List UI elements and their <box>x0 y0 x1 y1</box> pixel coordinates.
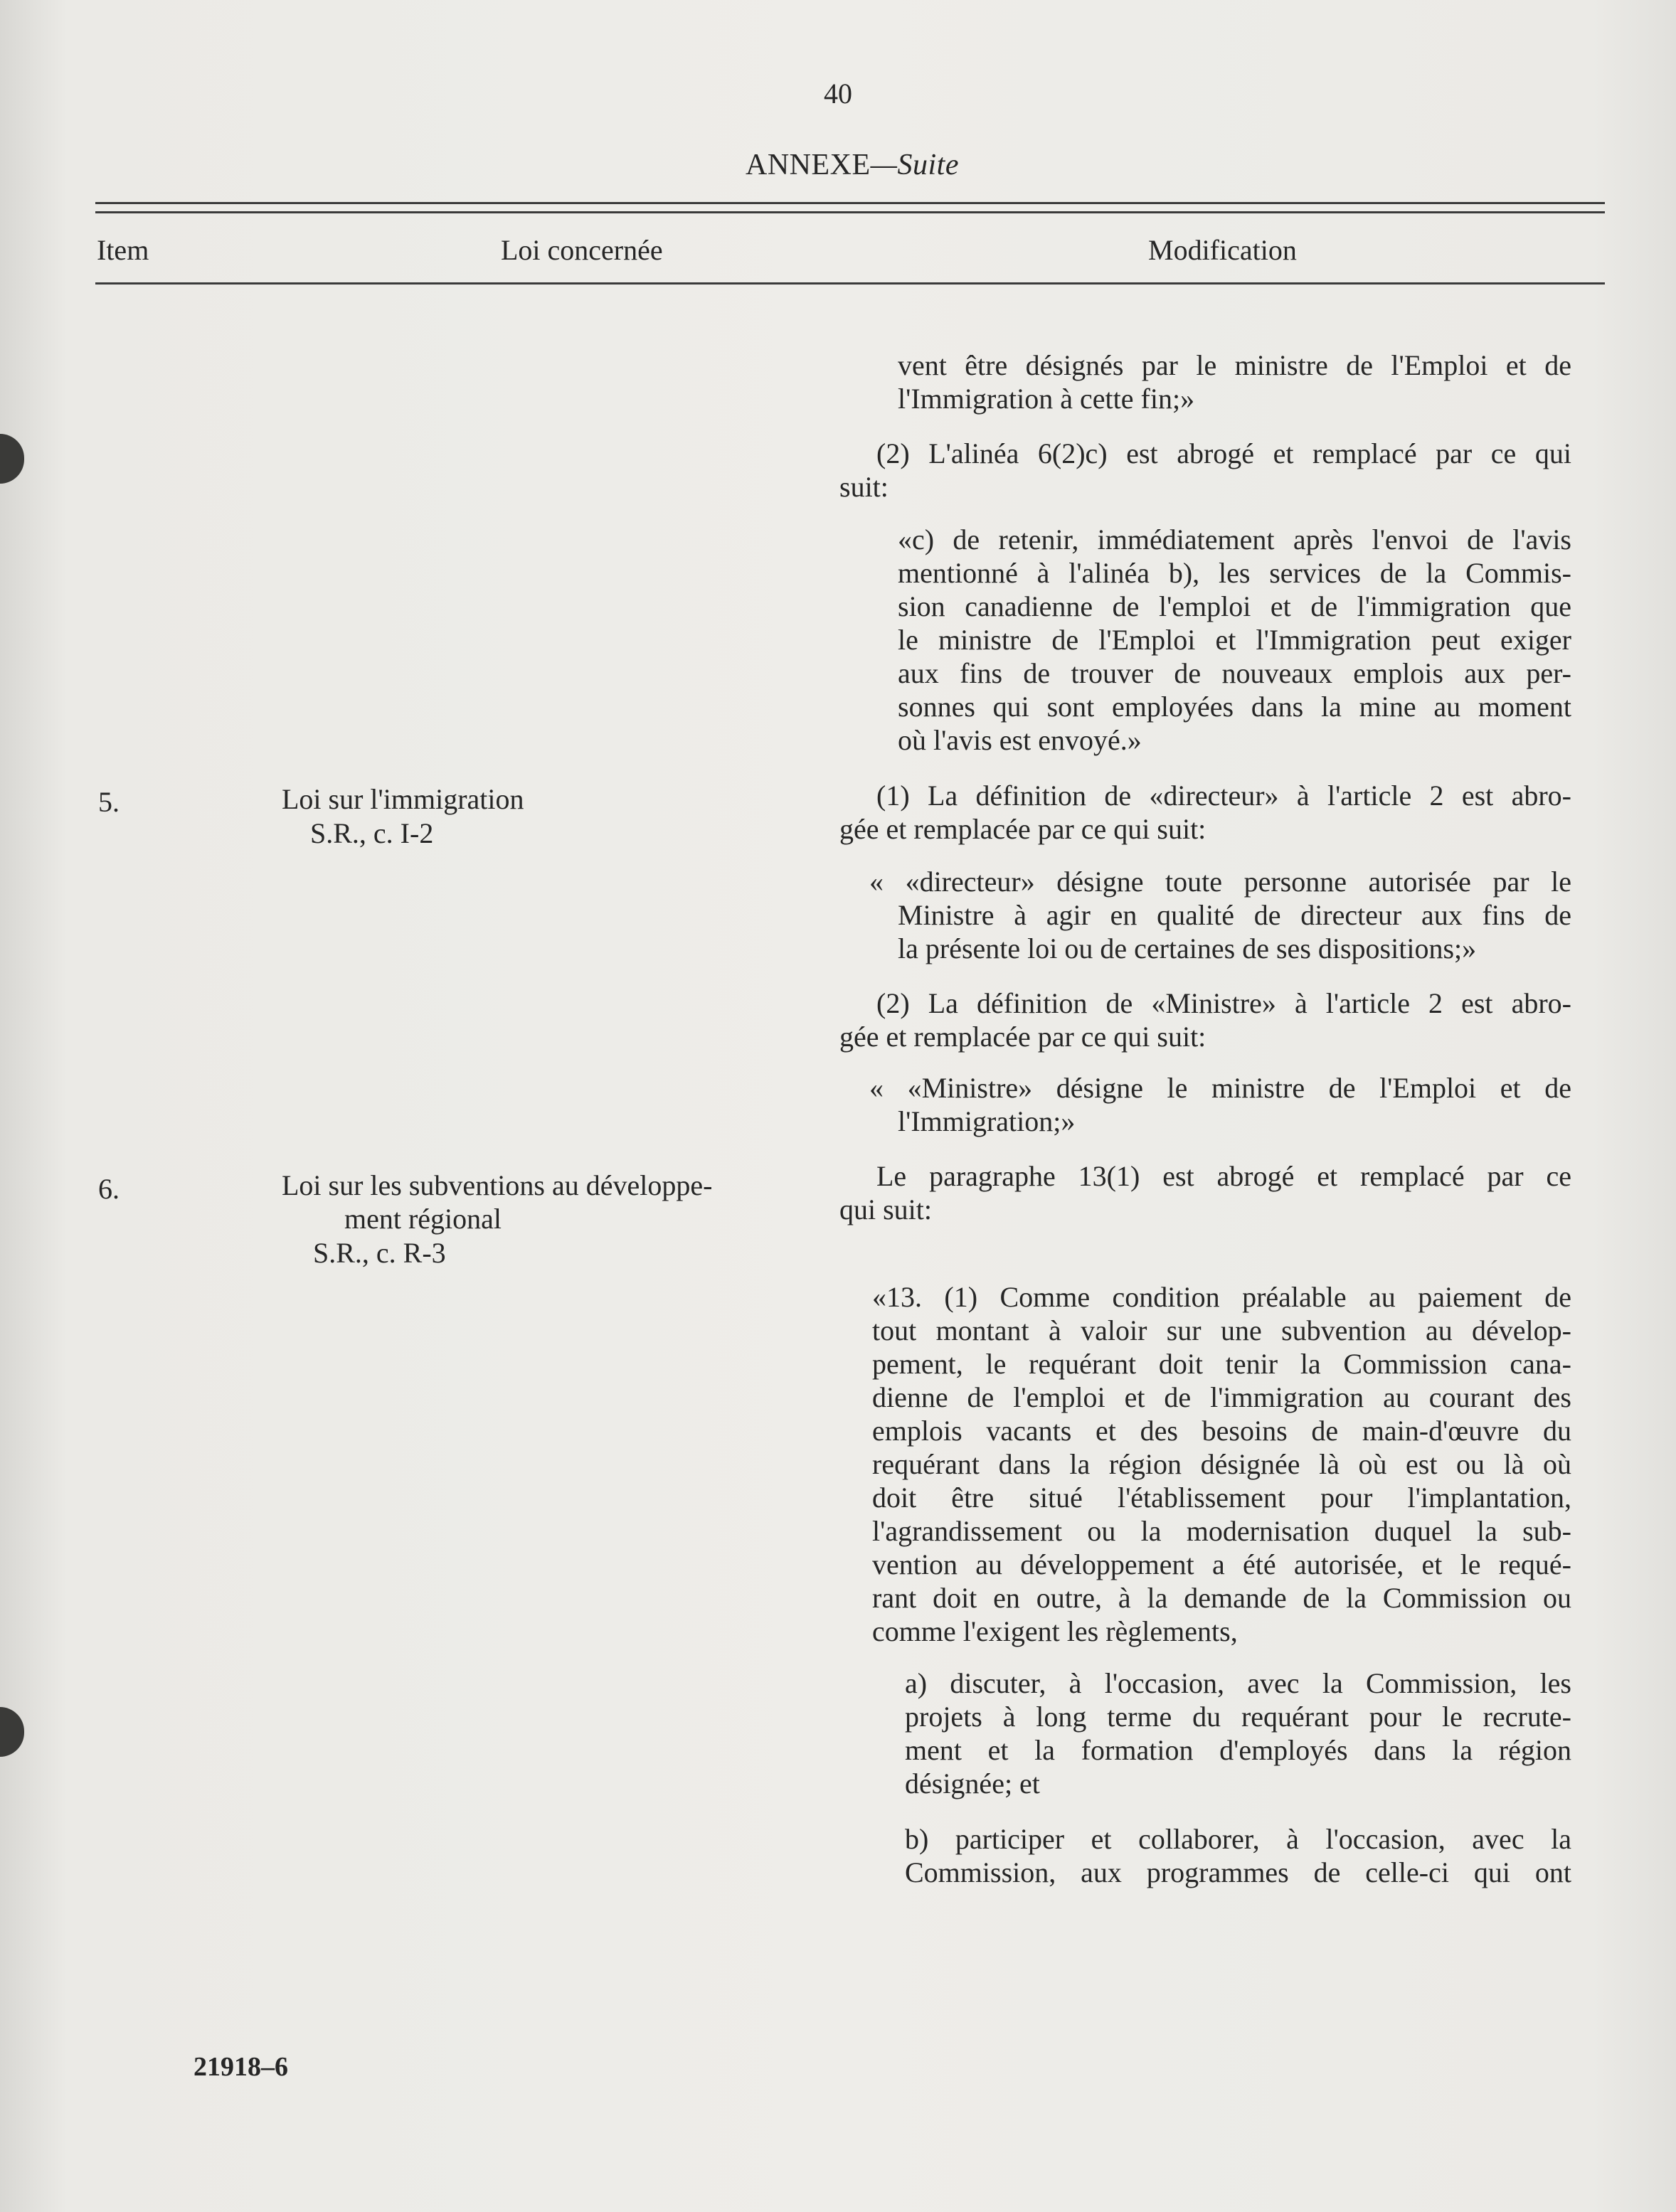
footer-document-code: 21918–6 <box>193 2052 288 2082</box>
definition-ministre-intro: (2) La définition de «Ministre» à l'article 2 est abro- gée et remplacée par ce qui suit: <box>839 987 1571 1053</box>
column-header-change: Modification <box>1148 234 1297 266</box>
paragraph-a: a) discuter, à l'occasion, avec la Commission, les projets à long terme du requérant pour le recrute- ment et la formation d'employés dans la région désignée; et <box>905 1667 1571 1799</box>
quote-section-13: «13. (1) Comme condition préalable au paiement de tout montant à valoir sur une subvention au dévelop- pement, le requérant doit tenir la Commission cana- dienne de l'emploi et de l'immigration au courant des emplois vacants et des besoins de main-d'œuvre du requérant dans la région désignée là où est ou là où doit être situé l'établissement pour l'implantation, l'agrandissement ou la modernisation duquel la sub- vention au développement a été autorisée, et le requé- rant doit en outre, à la demande de la Commission ou comme l'exigent les règlements, <box>872 1281 1571 1647</box>
law-reference: S.R., c. I-2 <box>310 817 434 849</box>
annex-title: ANNEXE—Suite <box>746 149 959 181</box>
item-number: 6. <box>98 1173 120 1205</box>
law-reference: S.R., c. R-3 <box>313 1237 446 1269</box>
binder-hole <box>0 1707 24 1757</box>
paragraph-13-1-intro: Le paragraphe 13(1) est abrogé et remplacé par ce qui suit: <box>839 1160 1571 1225</box>
law-name: Loi sur l'immigration <box>282 783 524 815</box>
header-rule-bottom <box>95 282 1605 285</box>
column-header-law: Loi concernée <box>501 234 663 266</box>
page-number: 40 <box>824 78 852 110</box>
paragraph-6-2c-intro: (2) L'alinéa 6(2)c) est abrogé et remplacé par ce qui suit: <box>839 437 1571 503</box>
definition-directeur-quote: « «directeur» désigne toute personne autorisée par le Ministre à agir en qualité de directeur aux fins de la présente loi ou de certaines de ses dispositions;» <box>869 866 1571 964</box>
binder-hole <box>0 434 24 484</box>
header-rule-top <box>95 202 1605 204</box>
item-number: 5. <box>98 786 120 818</box>
definition-ministre-quote: « «Ministre» désigne le ministre de l'Emploi et de l'Immigration;» <box>869 1072 1571 1137</box>
law-name: Loi sur les subventions au développe- <box>282 1169 713 1201</box>
header-rule-top-double <box>95 211 1605 213</box>
continuation-paragraph: vent être désignés par le ministre de l'Emploi et de l'Immigration à cette fin;» <box>898 349 1571 415</box>
paragraph-b: b) participer et collaborer, à l'occasion, avec la Commission, aux programmes de celle-ci qui ont <box>905 1823 1571 1888</box>
quote-paragraph-c: «c) de retenir, immédiatement après l'envoi de l'avis mentionné à l'alinéa b), les services de la Commis- sion canadienne de l'emploi et de l'immigration que le ministre de l'Emploi et l'Immigration peut exiger aux fins de trouver de nouveaux emplois aux per- sonnes qui sont employées dans la mine au moment où l'avis est envoyé.» <box>898 523 1571 756</box>
definition-directeur-intro: (1) La définition de «directeur» à l'article 2 est abro- gée et remplacée par ce qui suit: <box>839 780 1571 845</box>
column-header-item: Item <box>97 234 149 266</box>
law-name-continued: ment régional <box>344 1203 502 1235</box>
